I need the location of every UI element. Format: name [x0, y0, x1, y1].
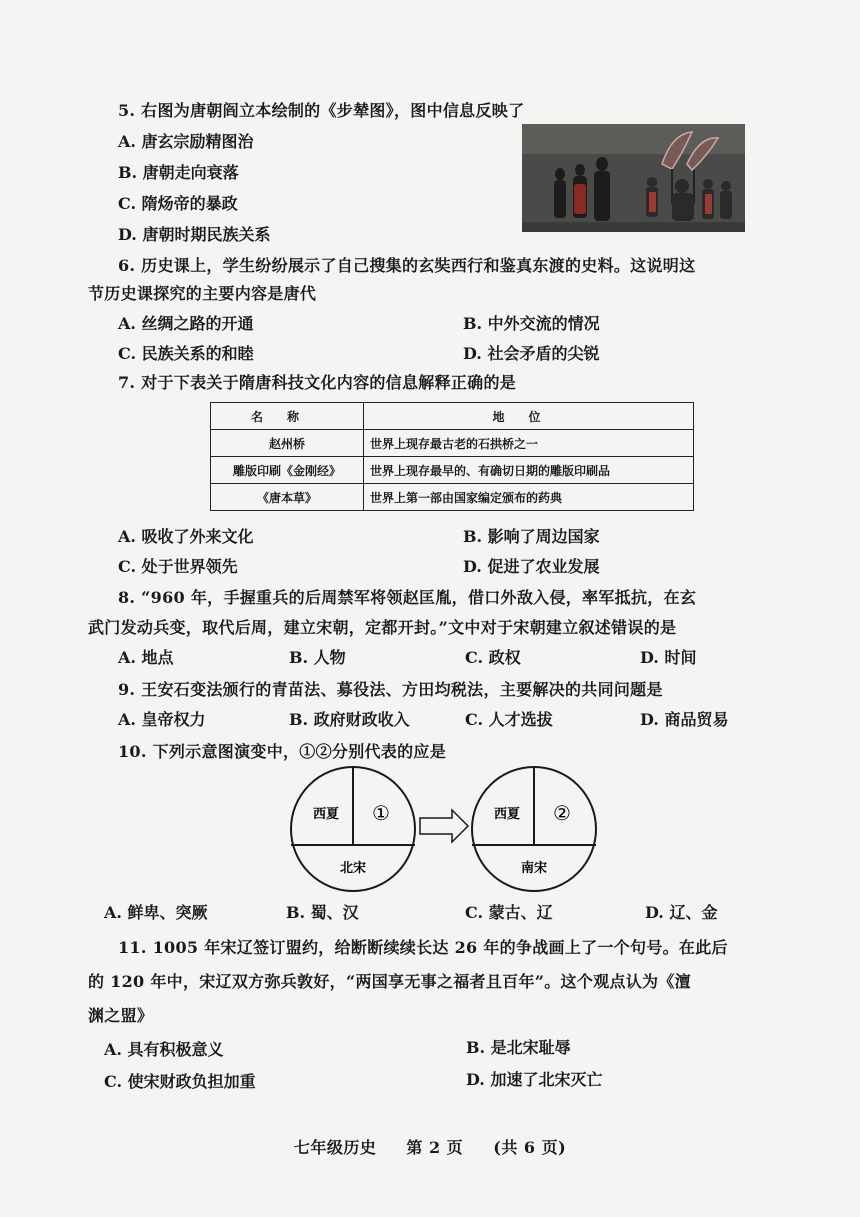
- q5-option-a: A. 唐玄宗励精图治: [118, 132, 254, 151]
- q9-stem: 9. 王安石变法颁行的青苗法、募役法、方田均税法，主要解决的共同问题是: [118, 680, 663, 699]
- q11-stem-line2: 的 120 年中，宋辽双方弥兵敦好，“两国享无事之福者且百年”。这个观点认为《澶: [88, 972, 691, 991]
- q7-option-b: B. 影响了周边国家: [463, 527, 600, 546]
- q10-option-a: A. 鲜卑、突厥: [104, 903, 208, 922]
- table-header-name: 名称: [211, 403, 364, 430]
- q9-option-b: B. 政府财政收入: [289, 710, 410, 729]
- q10-stem: 10. 下列示意图演变中，①②分别代表的应是: [118, 742, 447, 761]
- q5-option-b: B. 唐朝走向衰落: [118, 163, 239, 182]
- q8-option-d: D. 时间: [640, 648, 697, 667]
- q7-option-d: D. 促进了农业发展: [463, 557, 600, 576]
- q8-stem-line2: 武门发动兵变，取代后周，建立宋朝，定都开封。”文中对于宋朝建立叙述错误的是: [88, 618, 677, 637]
- q6-option-c: C. 民族关系的和睦: [118, 344, 254, 363]
- q6-option-a: A. 丝绸之路的开通: [118, 314, 254, 333]
- q8-option-a: A. 地点: [118, 648, 174, 667]
- table-cell-name: 赵州桥: [211, 430, 364, 457]
- q9-option-c: C. 人才选拔: [465, 710, 553, 729]
- left-circle-bottom: 北宋: [339, 861, 367, 876]
- q7-option-a: A. 吸收了外来文化: [118, 527, 254, 546]
- footer-subject: 七年级历史: [293, 1138, 377, 1157]
- table-cell-name: 雕版印刷《金刚经》: [211, 457, 364, 484]
- q11-option-c: C. 使宋财政负担加重: [104, 1072, 256, 1091]
- table-cell-name: 《唐本草》: [211, 484, 364, 511]
- right-circle-tl: 西夏: [493, 807, 521, 822]
- q6-option-d: D. 社会矛盾的尖锐: [463, 344, 600, 363]
- left-circle-tr: ①: [372, 801, 390, 825]
- footer-page-number: 第 2 页: [406, 1138, 464, 1157]
- table-cell-status: 世界上第一部由国家编定颁布的药典: [364, 484, 694, 511]
- q11-stem-line1: 11. 1005 年宋辽签订盟约，给断断续续长达 26 年的争战画上了一个句号。在此后: [118, 938, 728, 957]
- q9-option-a: A. 皇帝权力: [118, 710, 206, 729]
- table-header-status: 地位: [364, 403, 694, 430]
- q11-option-a: A. 具有积极意义: [104, 1040, 224, 1059]
- table-cell-status: 世界上现存最早的、有确切日期的雕版印刷品: [364, 457, 694, 484]
- q8-stem-line1: 8. “960 年，手握重兵的后周禁军将领赵匡胤，借口外敌入侵，率军抵抗，在玄: [118, 588, 697, 607]
- q11-option-b: B. 是北宋耻辱: [466, 1038, 571, 1057]
- q8-option-c: C. 政权: [465, 648, 521, 667]
- page-footer: [0, 1135, 860, 1158]
- q6-option-b: B. 中外交流的情况: [463, 314, 600, 333]
- q11-option-d: D. 加速了北宋灭亡: [466, 1070, 603, 1089]
- left-circle-tl: 西夏: [312, 807, 340, 822]
- right-circle-tr: ②: [553, 801, 571, 825]
- q6-stem-line2: 节历史课探究的主要内容是唐代: [88, 284, 317, 303]
- q10-option-b: B. 蜀、汉: [286, 903, 359, 922]
- q6-stem-line1: 6. 历史课上，学生纷纷展示了自己搜集的玄奘西行和鉴真东渡的史料。这说明这: [118, 256, 696, 275]
- q7-stem: 7. 对于下表关于隋唐科技文化内容的信息解释正确的是: [118, 373, 517, 392]
- q9-option-d: D. 商品贸易: [640, 710, 729, 729]
- q10-option-d: D. 辽、金: [645, 903, 718, 922]
- q11-stem-line3: 渊之盟》: [88, 1006, 154, 1025]
- q5-option-c: C. 隋炀帝的暴政: [118, 194, 238, 213]
- footer-total-pages: (共 6 页): [493, 1138, 567, 1157]
- q7-option-c: C. 处于世界领先: [118, 557, 238, 576]
- q5-option-d: D. 唐朝时期民族关系: [118, 225, 271, 244]
- q5-stem: 5. 右图为唐朝阎立本绘制的《步辇图》，图中信息反映了: [118, 101, 525, 120]
- q8-option-b: B. 人物: [289, 648, 346, 667]
- table-cell-status: 世界上现存最古老的石拱桥之一: [364, 430, 694, 457]
- q10-option-c: C. 蒙古、辽: [465, 903, 553, 922]
- right-circle-bottom: 南宋: [520, 861, 548, 876]
